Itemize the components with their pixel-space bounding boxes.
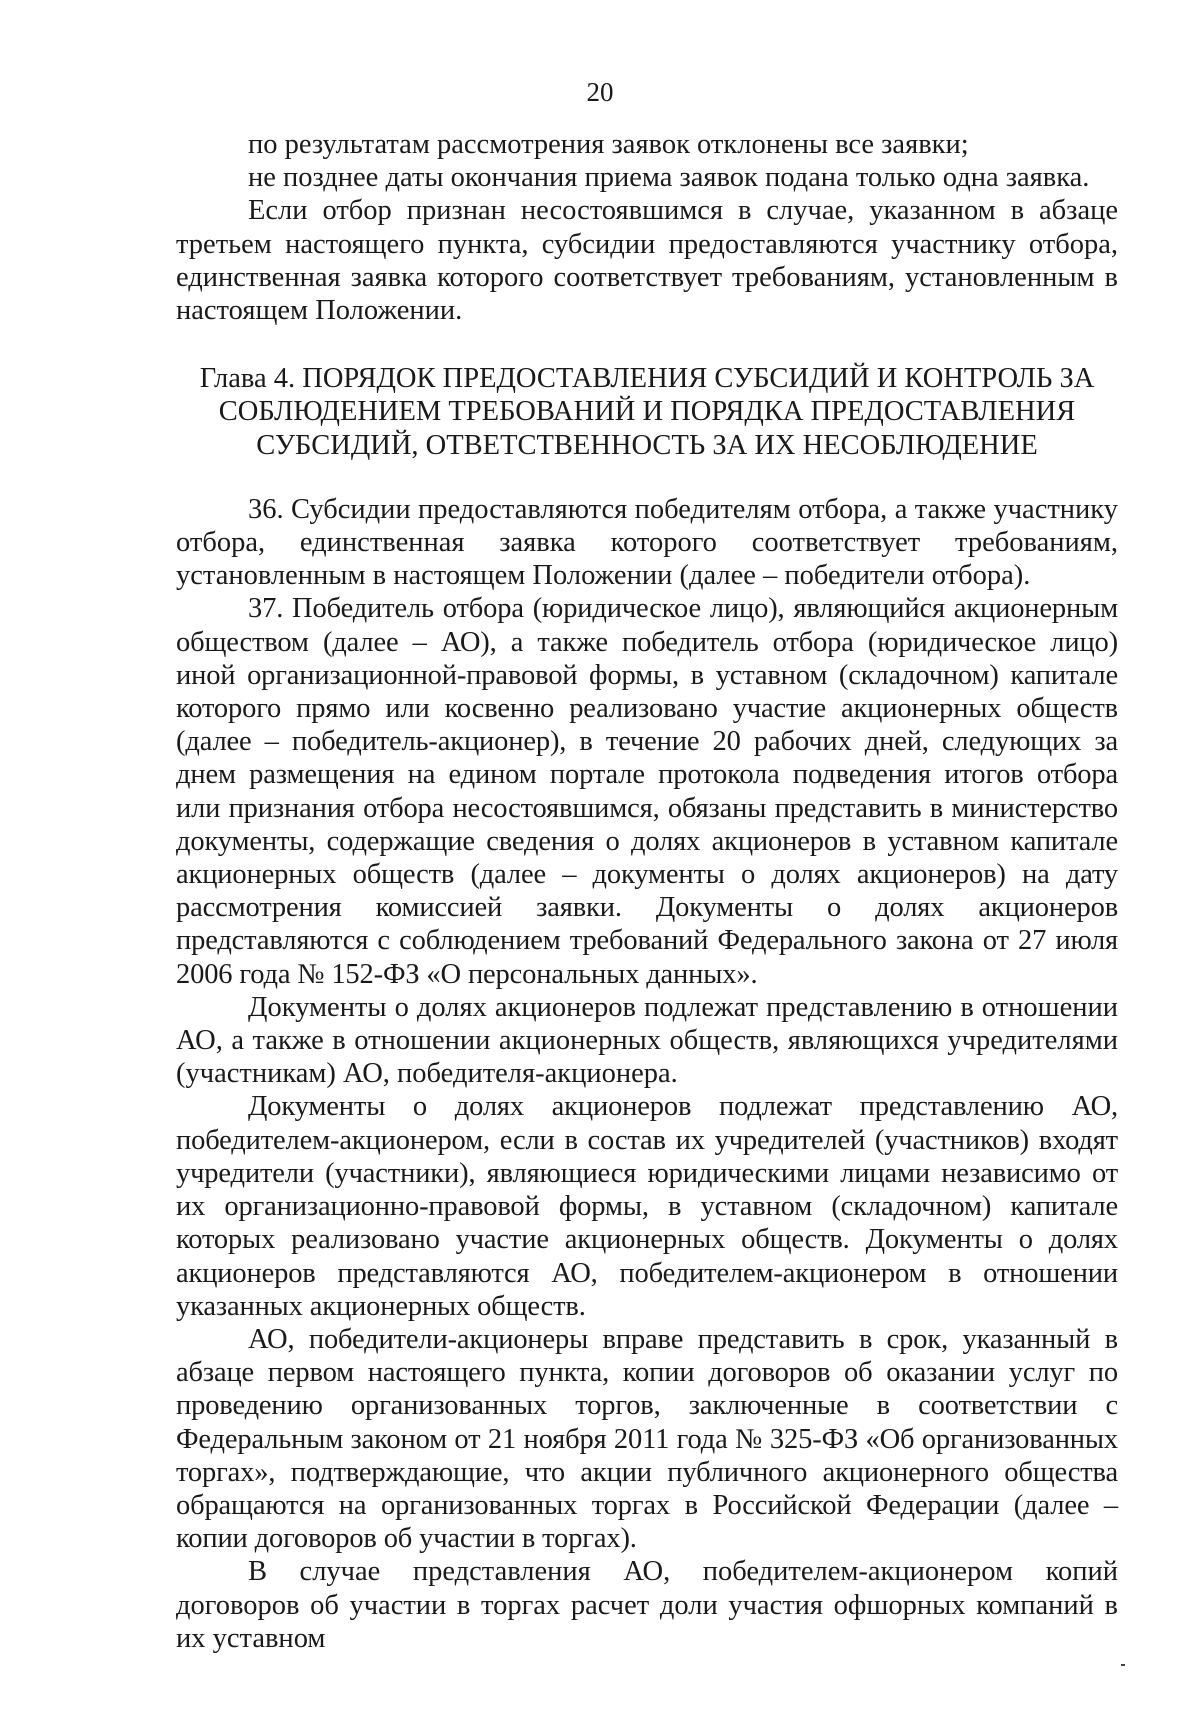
- chapter-heading-line-2: СОБЛЮДЕНИЕМ ТРЕБОВАНИЙ И ПОРЯДКА ПРЕДОСТАВЛЕНИЯ: [218, 396, 1076, 428]
- paragraph-37-offshore-calculation: В случае представления АО, победителем-акционером копий договоров об участии в торгах расчет доли участия офшорных компаний в их уставном: [176, 1556, 1118, 1654]
- scan-artifact-mark: [1121, 1664, 1125, 1666]
- chapter-heading: [176, 362, 1118, 462]
- paragraph-37: 37. Победитель отбора (юридическое лицо), являющийся акционерным обществом (далее – АО), а также победитель отбора (юридическое лицо) иной организационной-правовой формы, в уставном (складочном) капитале которого прямо или косвенно реализовано участие акционерных обществ (далее – победитель-акционер), в течение 20 рабочих дней, следующих за днем размещения на едином портале протокола подведения итогов отбора или признания отбора несостоявшимся, обязаны представить в министерство документы, содержащие сведения о долях акционеров в уставном капитале акционерных обществ (далее – документы о долях акционеров) на дату рассмотрения комиссией заявки. Документы о долях акционеров представляются с соблюдением требований Федерального закона от 27 июля 2006 года № 152-ФЗ «О персональных данных».: [176, 593, 1118, 990]
- chapter-heading-line-3: СУБСИДИЙ, ОТВЕТСТВЕННОСТЬ ЗА ИХ НЕСОБЛЮДЕНИЕ: [256, 429, 1038, 461]
- paragraph-37-trading-contracts: АО, победители-акционеры вправе представить в срок, указанный в абзаце первом настоящего пункта, копии договоров об оказании услуг по проведению организованных торгов, заключенные в соответствии с Федеральным законом от 21 ноября 2011 года № 325-ФЗ «Об организованных торгах», подтверждающие, что акции публичного акционерного общества обращаются на организованных торгах в Российской Федерации (далее – копии договоров об участии в торгах).: [176, 1323, 1118, 1555]
- intro-line-1: по результатам рассмотрения заявок отклонены все заявки;: [248, 129, 969, 160]
- document-body: [176, 128, 1118, 1655]
- paragraph-37-shareholder-documents: Документы о долях акционеров подлежат представлению в отношении АО, а также в отношении акционерных обществ, являющихся учредителями (участникам) АО, победителя-акционера.: [176, 991, 1118, 1090]
- paragraph-37-founders: Документы о долях акционеров подлежат представлению АО, победителем-акционером, если в состав их учредителей (участников) входят учредители (участники), являющиеся юридическими лицами независимо от их организационно-правовой формы, в уставном (складочном) капитале которых реализовано участие акционерных обществ. Документы о долях акционеров представляются АО, победителем-акционером в отношении указанных акционерных обществ.: [176, 1091, 1118, 1322]
- page-number: 20: [586, 77, 614, 107]
- intro-line-2: не позднее даты окончания приема заявок подана только одна заявка.: [248, 162, 1090, 194]
- paragraph-36: 36. Субсидии предоставляются победителям отбора, а также участнику отбора, единственная заявка которого соответствует требованиям, установленным в настоящем Положении (далее – победители отбора).: [176, 493, 1118, 592]
- chapter-heading-line-1: Глава 4. ПОРЯДОК ПРЕДОСТАВЛЕНИЯ СУБСИДИЙ И КОНТРОЛЬ ЗА: [199, 363, 1095, 395]
- intro-paragraph: Если отбор признан несостоявшимся в случае, указанном в абзаце третьем настоящего пункта, субсидии предоставляются участнику отбора, единственная заявка которого соответствует требованиям, установленным в настоящем Положении.: [176, 195, 1118, 327]
